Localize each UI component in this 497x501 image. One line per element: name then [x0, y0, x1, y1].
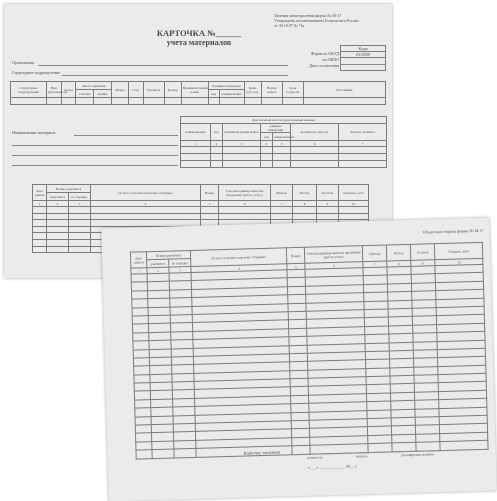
col-number: 4: [91, 201, 201, 207]
cell: [33, 246, 47, 253]
cell: [201, 213, 219, 220]
col-date: Дата записи: [130, 252, 146, 268]
col-doc-sub: документа: [147, 259, 169, 268]
col-number: 7: [363, 261, 387, 268]
col-number: 3: [223, 141, 261, 147]
cell: [128, 98, 143, 105]
cell: [69, 213, 91, 220]
col-number: 3: [69, 201, 91, 207]
okud-label: Форма по ОКУД: [310, 51, 339, 56]
cell: [33, 207, 47, 214]
precious-col-qty: количество (масса): [291, 124, 339, 141]
cell: [211, 154, 223, 161]
col-shelf-life: Срок годности: [282, 82, 303, 98]
col-number: Номер: [201, 185, 219, 201]
position-caption: должность: [306, 455, 323, 460]
form-approval-note: [274, 13, 386, 28]
col-activity: Вид деятельности: [46, 82, 61, 98]
cell: [303, 98, 385, 105]
col-date: Дата записи: [33, 185, 47, 201]
cell: [181, 98, 208, 105]
material-line: [74, 135, 178, 136]
cell: [273, 161, 291, 168]
cell: [33, 226, 47, 233]
date-label: Дата составления: [309, 63, 339, 68]
cell: [47, 233, 69, 240]
cell: [208, 98, 219, 105]
cell: [47, 207, 69, 214]
cell: [69, 239, 91, 246]
col-rack: стеллаж: [76, 90, 94, 98]
organization-line: [38, 65, 288, 66]
cell: [271, 213, 293, 220]
organization-label: Организация: [12, 60, 35, 65]
cell: [181, 161, 211, 168]
col-balance: Остаток: [410, 244, 434, 261]
cell: [33, 220, 47, 227]
col-doc-number: Номер документа: [146, 250, 190, 259]
precious-col-code: код: [211, 124, 223, 141]
cell: [339, 207, 369, 214]
precious-col-name: наименование: [181, 124, 211, 141]
cell: [223, 161, 261, 168]
form-note-line: от 30.10.97 № 71а: [274, 23, 305, 28]
col-unit-name: наименование: [219, 90, 244, 98]
col-expense: Расход: [386, 244, 410, 261]
cell: [271, 207, 293, 214]
material-line: [12, 145, 178, 146]
col-warehouse: Склад: [61, 82, 76, 98]
col-number: 6: [291, 141, 339, 147]
col-storage: Место хранения: [76, 82, 112, 90]
cell: [211, 161, 223, 168]
cell: [291, 154, 339, 161]
cell: [339, 161, 387, 168]
cell: [291, 147, 339, 154]
okpo-label: по ОКПО: [322, 57, 339, 62]
cell: [76, 98, 94, 105]
form-note-line: Типовая межотраслевая форма № М-17: [274, 13, 342, 18]
cell: [69, 246, 91, 253]
col-stock-norm: Норма запаса: [261, 82, 282, 98]
attributes-table: [10, 81, 386, 105]
col-number: 10: [435, 258, 483, 265]
cell: [339, 213, 369, 220]
cell: [47, 220, 69, 227]
col-output-unit: Учетная единица выпуска продукции (работ, услуг): [304, 246, 362, 264]
precious-header: Драгоценный металл (драгоценный камень): [181, 117, 387, 124]
cell: [317, 207, 339, 214]
cell: [293, 213, 317, 220]
cell: [94, 98, 112, 105]
col-number: 2: [147, 267, 169, 274]
col-number: 5: [287, 263, 305, 270]
material-line: [12, 155, 178, 156]
col-number: 4: [191, 264, 287, 273]
cell: [219, 213, 271, 220]
col-counterparty: От кого получено или кому отпущено: [190, 248, 286, 267]
cell: [181, 154, 211, 161]
col-number: 9: [411, 260, 435, 267]
col-number: 5: [201, 201, 219, 207]
col-number: 7: [339, 141, 387, 147]
col-number: 1: [181, 141, 211, 147]
col-dept: Структурное подразделение: [11, 82, 47, 98]
cell: [293, 207, 317, 214]
col-number: 6: [305, 262, 363, 270]
cell: [261, 154, 273, 161]
cell: [91, 207, 201, 214]
col-expense: Расход: [293, 185, 317, 201]
date-field: «___» ____________ 20__ г.: [307, 463, 358, 470]
cell: [223, 154, 261, 161]
cell: [47, 226, 69, 233]
form-back-side: [101, 218, 496, 501]
cell: [47, 213, 69, 220]
col-brand: Марка: [112, 82, 129, 98]
cell: [174, 449, 196, 458]
cell: [47, 246, 69, 253]
cell: [211, 147, 223, 154]
col-number: 1: [131, 268, 147, 274]
cell: [61, 98, 76, 105]
code-divider: [341, 64, 385, 65]
cell: [181, 147, 211, 154]
col-grade: Сорт: [128, 82, 143, 98]
col-number: 10: [339, 201, 369, 207]
cell: [164, 98, 181, 105]
table-row: [33, 213, 369, 220]
col-number: 9: [317, 201, 339, 207]
precious-col-unit-name: наименование: [274, 134, 295, 139]
col-cell: ячейка: [94, 90, 112, 98]
col-income: Приход: [362, 245, 386, 262]
col-unit: Единица измерения: [208, 82, 244, 90]
cell: [219, 207, 271, 214]
col-doc-sub: документа: [47, 193, 69, 201]
material-name-label: Наименование материала: [12, 130, 56, 135]
col-balance: Остаток: [317, 185, 339, 201]
cell: [69, 207, 91, 214]
col-number: 5: [273, 141, 291, 147]
cell: [201, 207, 219, 214]
col-signature: Подпись, дата: [434, 242, 482, 259]
signature-caption: подпись: [355, 454, 368, 459]
col-output-unit: Учетная единица выпуска продукции (работ, услуг): [219, 185, 271, 201]
cell: [339, 147, 387, 154]
cell: [291, 161, 339, 168]
cell: [219, 98, 244, 105]
col-number: 3: [169, 266, 191, 273]
table-row: [33, 207, 369, 214]
cell: [69, 226, 91, 233]
col-number: 8: [387, 260, 411, 267]
form-note-line: Утверждена постановлением Госкомстата России: [274, 18, 359, 23]
cell: [282, 98, 303, 105]
cell: [244, 98, 261, 105]
precious-col-unit: единица измерения: [261, 124, 291, 133]
cell: [223, 147, 261, 154]
cell: [112, 98, 129, 105]
card-title: КАРТОЧКА №______: [156, 28, 242, 38]
cell: [143, 98, 164, 105]
cell: [317, 213, 339, 220]
col-signature: Подпись, дата: [339, 185, 369, 201]
precious-metals-table: [180, 116, 387, 168]
col-number: 2: [47, 201, 69, 207]
cell: [273, 147, 291, 154]
cell: [33, 239, 47, 246]
col-size: Размер: [164, 82, 181, 98]
department-label: Структурное подразделение: [12, 70, 60, 75]
codes-box: [340, 45, 386, 71]
precious-col-item-number: номенклатурный номер: [223, 124, 261, 141]
cell: [261, 147, 273, 154]
col-order-sub: по порядку: [169, 258, 191, 267]
col-profile: Профиль: [143, 82, 164, 98]
cell: [440, 440, 488, 450]
cell: [46, 98, 61, 105]
col-number: 4: [261, 141, 273, 147]
col-number: 7: [271, 201, 293, 207]
col-doc-number: Номер документа: [47, 185, 91, 193]
cell: [11, 98, 47, 105]
cell: [69, 220, 91, 227]
cell: [69, 233, 91, 240]
col-counterparty: От кого получено или кому отпущено: [91, 185, 201, 201]
cell: [91, 213, 201, 220]
cell: [261, 161, 273, 168]
movement-table-back: [130, 242, 489, 459]
filled-by-label: Карточку заполнил: [243, 449, 281, 456]
col-price: Цена, руб. коп.: [244, 82, 261, 98]
col-income: Приход: [271, 185, 293, 201]
col-item-number: Номенклатурный номер: [181, 82, 208, 98]
col-order-sub: по порядку: [69, 193, 91, 201]
cell: [152, 449, 174, 458]
card-subtitle: учета материалов: [166, 38, 232, 47]
decoding-caption: расшифровка подписи: [401, 452, 434, 458]
col-number: Номер: [286, 247, 304, 263]
cell: [339, 154, 387, 161]
material-line: [12, 165, 178, 166]
okud-code: 0315008: [341, 52, 385, 58]
cell: [33, 233, 47, 240]
back-form-note: Оборотная сторона формы № М-17: [423, 227, 484, 235]
col-number: 6: [219, 201, 271, 207]
col-number: 1: [33, 201, 47, 207]
codes-header: Коды: [341, 46, 385, 52]
cell: [47, 239, 69, 246]
col-unit-code: код: [208, 90, 219, 98]
card-title-number: КАРТОЧКА №: [156, 28, 216, 38]
movement-rows: [131, 264, 488, 458]
col-number: 8: [293, 201, 317, 207]
col-number: 2: [211, 141, 223, 147]
precious-col-passport: паспорт элемента: [339, 124, 387, 141]
cell: [33, 213, 47, 220]
cell: [273, 154, 291, 161]
precious-col-unit-code: код: [261, 133, 273, 141]
department-line: [62, 75, 288, 76]
cell: [136, 450, 152, 459]
cell: [261, 98, 282, 105]
col-supplier: Поставщик: [303, 82, 385, 98]
